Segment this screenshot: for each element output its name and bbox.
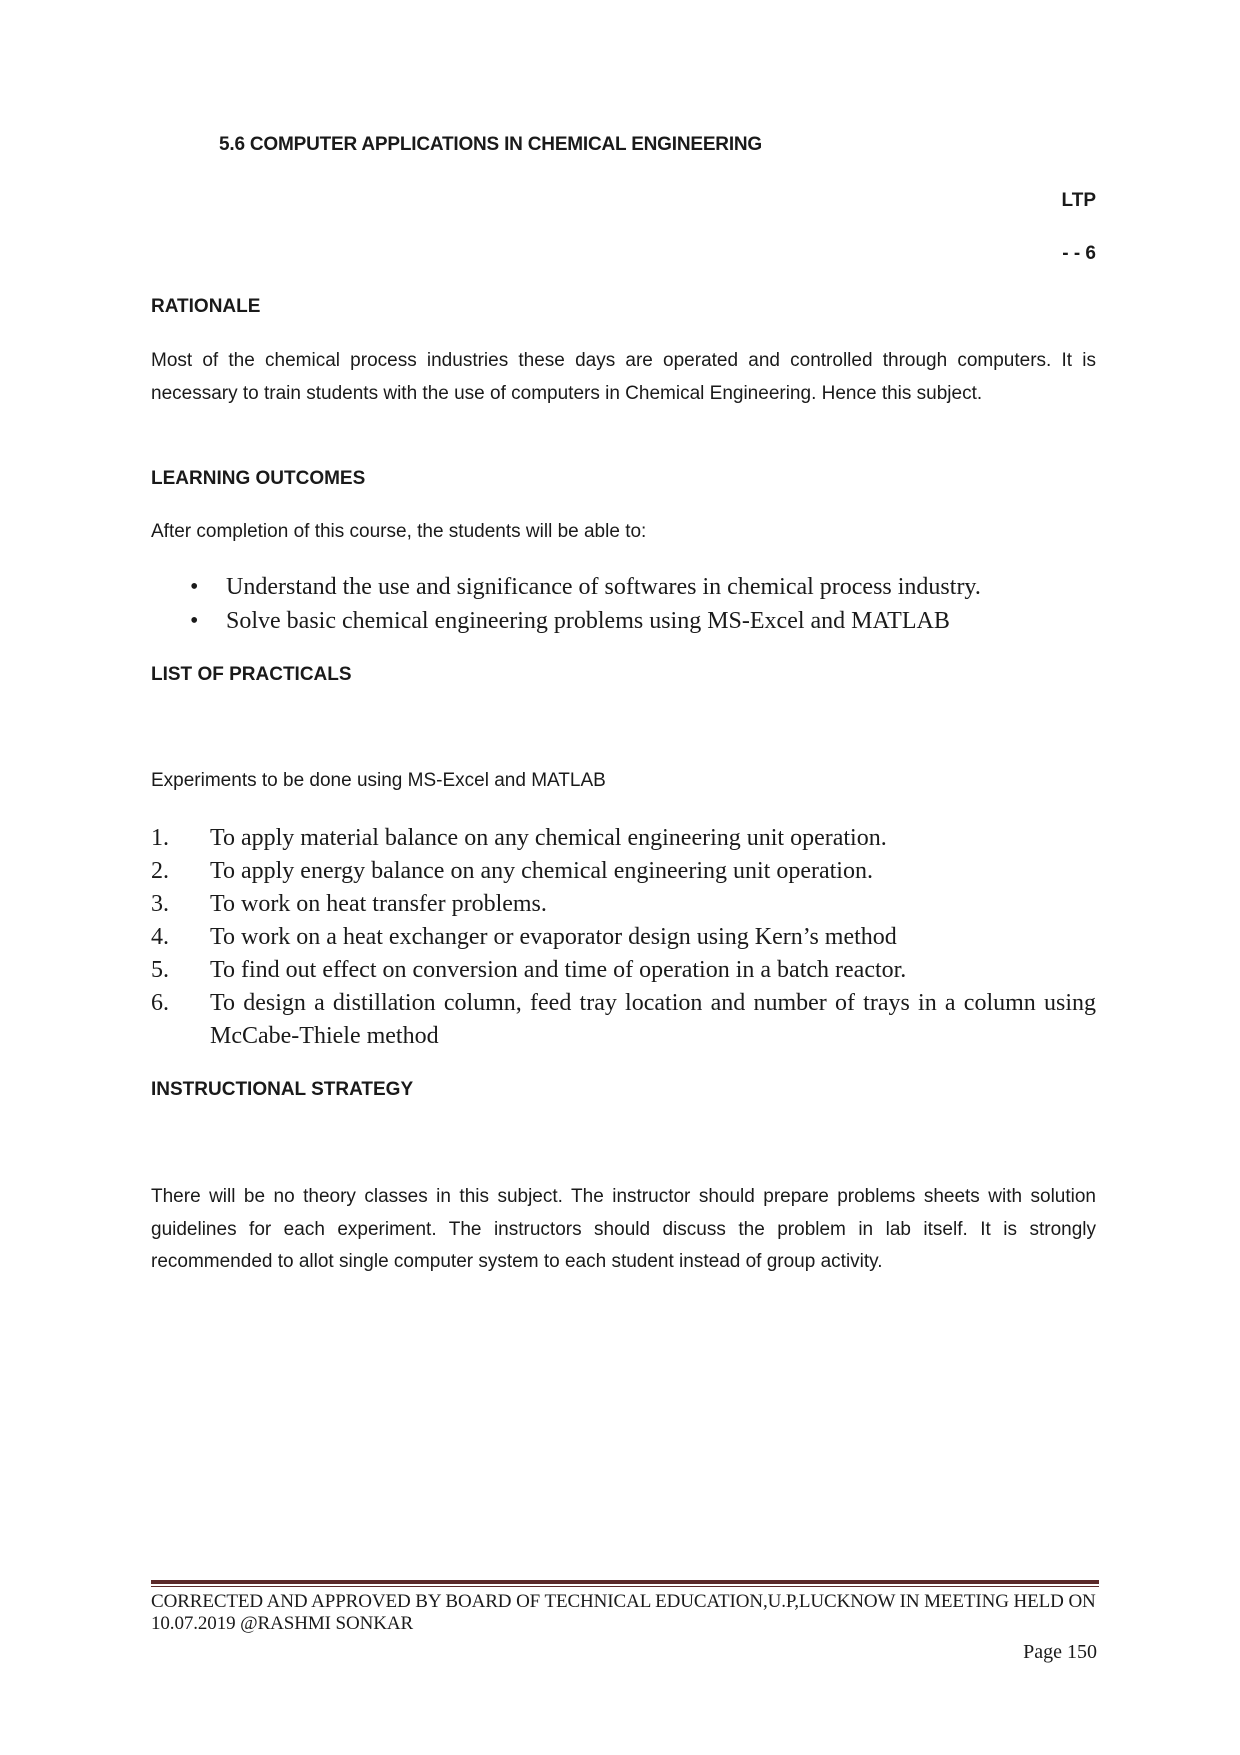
rationale-heading: RATIONALE xyxy=(151,296,261,317)
list-item xyxy=(151,921,1096,954)
learning-outcomes-list xyxy=(190,570,981,638)
list-item-text: To design a distillation column, feed tray location and number of trays in a column using McCabe-Thiele method xyxy=(210,990,1096,1049)
list-item xyxy=(151,888,1096,921)
list-item-text: To apply material balance on any chemical engineering unit operation. xyxy=(210,825,887,851)
practicals-heading: LIST OF PRACTICALS xyxy=(151,664,352,685)
list-item xyxy=(151,855,1096,888)
list-item-text: Solve basic chemical engineering problems using MS-Excel and MATLAB xyxy=(226,608,950,634)
bullet-icon: • xyxy=(190,608,199,634)
list-item xyxy=(151,822,1096,855)
list-item-number: 2. xyxy=(151,858,169,884)
instructional-strategy-text: There will be no theory classes in this subject. The instructor should prepare problems sheets with solution guidelines for each experiment. The instructors should discuss the problem in lab itself. It is strongly recommended to allot single computer system to each student instead of group activity. xyxy=(151,1186,1096,1272)
practicals-intro: Experiments to be done using MS-Excel and MATLAB xyxy=(151,770,606,791)
list-item-number: 4. xyxy=(151,924,169,950)
list-item-text: To work on a heat exchanger or evaporator design using Kern’s method xyxy=(210,924,897,950)
page-title: 5.6 COMPUTER APPLICATIONS IN CHEMICAL ENGINEERING xyxy=(219,134,763,155)
footer-rule-thin xyxy=(151,1586,1099,1587)
bullet-icon: • xyxy=(190,574,199,600)
list-item-number: 1. xyxy=(151,825,169,851)
list-item-number: 3. xyxy=(151,891,169,917)
list-item-text: To apply energy balance on any chemical engineering unit operation. xyxy=(210,858,873,884)
list-item-text: Understand the use and significance of softwares in chemical process industry. xyxy=(226,574,981,600)
list-item xyxy=(190,604,981,638)
footer-approval-text: CORRECTED AND APPROVED BY BOARD OF TECHNICAL EDUCATION,U.P,LUCKNOW IN MEETING HELD ON 10.07.2019 @RASHMI SONKAR xyxy=(151,1591,1096,1634)
learning-outcomes-intro: After completion of this course, the students will be able to: xyxy=(151,521,647,542)
list-item-number: 6. xyxy=(151,990,169,1016)
footer-rule xyxy=(151,1580,1099,1584)
list-item-number: 5. xyxy=(151,957,169,983)
practicals-list xyxy=(151,822,1096,1053)
list-item xyxy=(151,987,1096,1053)
list-item-text: To find out effect on conversion and time of operation in a batch reactor. xyxy=(210,957,907,983)
page-number: Page 150 xyxy=(1023,1641,1097,1663)
list-item xyxy=(151,954,1096,987)
instructional-strategy-heading: INSTRUCTIONAL STRATEGY xyxy=(151,1079,414,1100)
rationale-text: Most of the chemical process industries these days are operated and controlled through computers. It is necessary to train students with the use of computers in Chemical Engineering. Hence this subject. xyxy=(151,350,1096,404)
list-item xyxy=(190,570,981,604)
list-item-text: To work on heat transfer problems. xyxy=(210,891,547,917)
ltp-value: - - 6 xyxy=(1062,243,1096,264)
ltp-label: LTP xyxy=(1061,190,1096,211)
learning-outcomes-heading: LEARNING OUTCOMES xyxy=(151,468,366,489)
